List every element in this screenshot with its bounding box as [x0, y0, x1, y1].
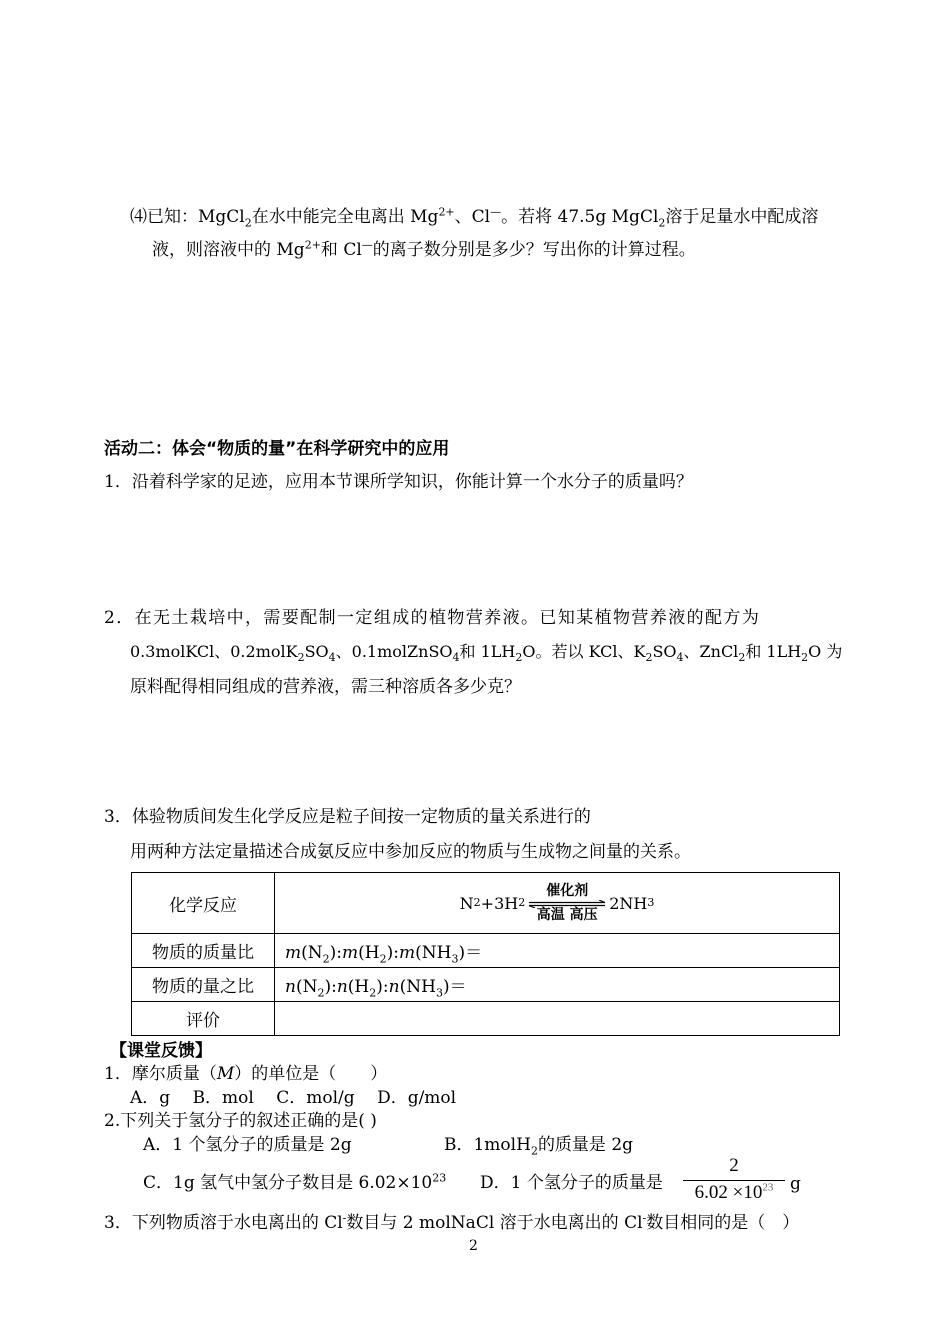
feedback-q2-option-d: D．1 个氢分子的质量是 — [480, 1173, 663, 1193]
row-label-reaction: 化学反应 — [132, 873, 275, 934]
fraction-numerator: 2 — [729, 1155, 739, 1176]
activity2-q3-line-2: 用两种方法定量描述合成氨反应中参加反应的物质与生成物之间量的关系。 — [130, 842, 691, 862]
fraction-denominator: $6.02 \times 10^{23}$ — [694, 1181, 774, 1203]
activity2-q2-line-2: 0.3molKCl、$0.2molK_2SO_4$、0.1molZnSO$_4$和 $1LH_2O$。若以 KCl、$K_2SO_4$、ZnCl$_2$和 $1LH_2O$ 为 — [130, 642, 843, 665]
row-label-amount-ratio: 物质的量之比 — [132, 968, 275, 1002]
feedback-q1-options: A．g B．mol C．mol/g D．g/mol — [130, 1088, 457, 1108]
feedback-q2: 2.下列关于氢分子的叙述正确的是( ) — [104, 1111, 377, 1131]
conditions-label: 高温 高压 — [536, 907, 598, 923]
feedback-title: 【课堂反馈】 — [110, 1041, 212, 1061]
q4-number: ⑷ — [130, 207, 147, 227]
activity2-q2-line-3: 原料配得相同组成的营养液，需三种溶质各多少克？ — [130, 677, 521, 697]
reversible-arrow-icon — [527, 881, 607, 925]
q4-line-2: 液，则溶液中的 $Mg^{2+}$和 Cl—的离子数分别是多少？写出你的计算过程。 — [152, 238, 696, 260]
feedback-q2-option-c: C．1g 氢气中氢分子数目是 $6.02\times 10^{23}$ — [143, 1171, 447, 1193]
fraction-unit: g — [790, 1174, 801, 1194]
row-label-evaluation: 评价 — [132, 1002, 275, 1036]
activity2-q1: 1．沿着科学家的足迹，应用本节课所学知识，你能计算一个水分子的质量吗？ — [104, 472, 693, 492]
mass-ratio-value: $m(N_2):m(H_2):m(NH_3)=$ — [275, 934, 840, 968]
table-row — [132, 934, 840, 968]
table-row — [132, 873, 840, 934]
feedback-q1: 1．摩尔质量（M）的单位是（ ） — [104, 1064, 388, 1084]
evaluation-value — [275, 1002, 840, 1036]
activity2-q3-line-1: 3．体验物质间发生化学反应是粒子间按一定物质的量关系进行的 — [104, 807, 591, 827]
reaction-equation: N 2 +3H 2 催化剂 高温 高压 2NH 3 — [275, 873, 840, 934]
activity2-q2-line-1: 2．在无土栽培中，需要配制一定组成的植物营养液。已知某植物营养液的配方为 — [104, 608, 761, 628]
row-label-mass-ratio: 物质的质量比 — [132, 934, 275, 968]
amount-ratio-value: $n(N_2):n(H_2):n(NH_3)=$ — [275, 968, 840, 1002]
q4-line-1: ⑷已知：MgCl$_2$在水中能完全电离出 $Mg^{2+}$、Cl—。若将 47.5g MgCl$_2$溶于足量水中配成溶 — [130, 205, 819, 230]
feedback-q3: 3．下列物质溶于水电离出的 Cl-数目与 2 molNaCl 溶于水电离出的 Cl-数目相同的是（ ） — [104, 1211, 800, 1233]
activity2-title: 活动二：体会“物质的量”在科学研究中的应用 — [104, 439, 450, 459]
reaction-table — [131, 872, 840, 1036]
page-number: 2 — [469, 1238, 478, 1254]
feedback-q2-option-a: A．1 个氢分子的质量是 2g — [143, 1135, 352, 1155]
table-row — [132, 1002, 840, 1036]
feedback-q2-option-b: B．1molH$_2$的质量是 2g — [444, 1135, 634, 1158]
fraction — [683, 1154, 785, 1205]
table-row — [132, 968, 840, 1002]
catalyst-label: 催化剂 — [546, 883, 589, 899]
